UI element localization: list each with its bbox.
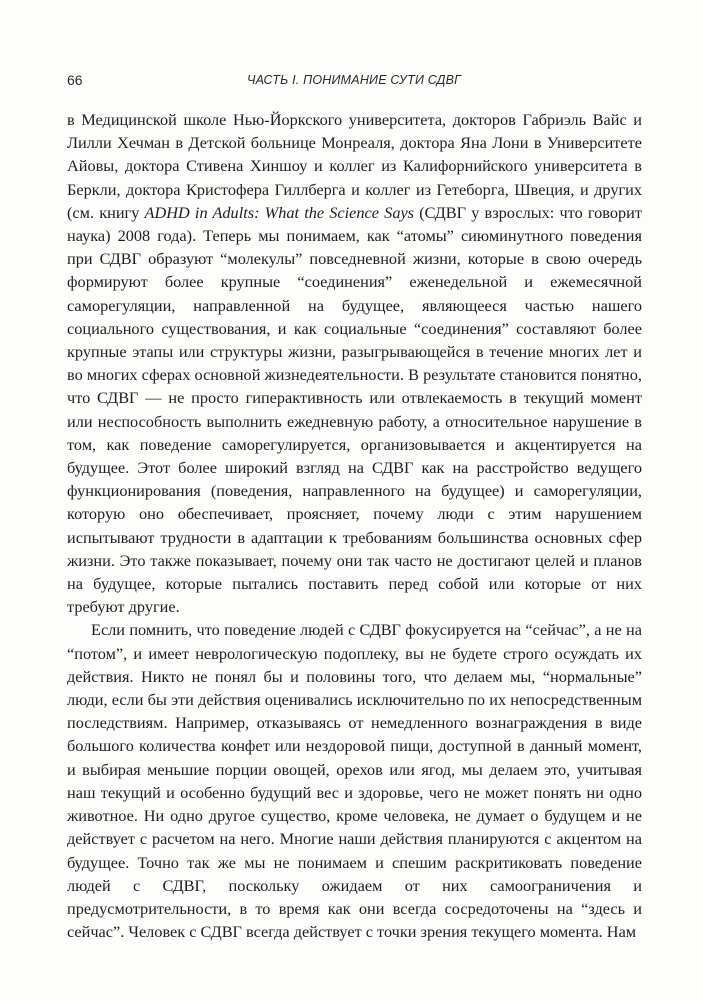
running-head: ЧАСТЬ I. ПОНИМАНИЕ СУТИ СДВГ [247,73,462,87]
body-text [67,108,642,943]
page-number: 66 [67,72,83,88]
paragraph-1-text-start: в Медицинской школе Нью-Йоркского университета, докторов Габриэль Вайс и Лилли Хечман в Детской больнице Монреаля, доктора Яна Лони в Университете Айовы, доктора Стивена Хиншоу и коллег из Калифорнийского университета в Беркли, доктора Кристофера Гиллберга и коллег из Гетеборга, Швеция, и других (см. книгу [67,110,642,222]
paragraph-1-text-end: (СДВГ у взрослых: что говорит наука) 2008 года). Теперь мы понимаем, как “атомы” сиюминутного поведения при СДВГ образуют “молекулы” повседневной жизни, которые в свою очередь формируют более крупные “соединения” еженедельной и ежемесячной саморегуляции, направленной на будущее, являющееся частью нашего социального существования, и как социальные “соединения” составляют более крупные этапы или структуры жизни, разыгрывающейся в течение многих лет и во многих сферах основной жизнедеятельности. В результате становится понятно, что СДВГ — не просто гиперактивность или отвлекаемость в текущий момент или неспособность выполнить ежедневную работу, а относительное нарушение в том, как поведение саморегулируется, организовывается и акцентируется на будущее. Этот более широкий взгляд на СДВГ как на расстройство ведущего функционирования (поведения, направленного на будущее) и саморегуляции, которую оно обеспечивает, проясняет, почему люди с этим нарушением испытывают трудности в адаптации к требованиям большинства основных сфер жизни. Это также показывает, почему они так часто не достигают целей и планов на будущее, которые пытались поставить перед собой или которые от них требуют другие. [67,202,642,617]
book-title: ADHD in Adults: What the Science Says [144,202,415,222]
paragraph-2: Если помнить, что поведение людей с СДВГ фокусируется на “сейчас”, а не на “потом”, и имеет неврологическую подоплеку, вы не будете строго осуждать их действия. Никто не понял бы и половины того, что делаем мы, “нормальные” люди, если бы эти действия оценивались исключительно по их непосредственным последствиям. Например, отказываясь от немедленного вознаграждения в виде большого количества конфет или нездоровой пищи, доступной в данный момент, и выбирая меньшие порции овощей, орехов или ягод, мы делаем это, учитывая наш текущий и особенно будущий вес и здоровье, чего не может понять ни одно животное. Ни одно другое существо, кроме человека, не думает о будущем и не действует с расчетом на него. Многие наши действия планируются с акцентом на будущее. Точно так же мы не понимаем и спешим раскритиковать поведение людей с СДВГ, поскольку ожидаем от них самоограничения и предусмотрительности, в то время как они всегда сосредоточены на “здесь и сейчас”. Человек с СДВГ всегда действует с точки зрения текущего момента. Нам [67,620,642,942]
paragraph-1 [67,108,642,618]
page-header [67,72,642,92]
